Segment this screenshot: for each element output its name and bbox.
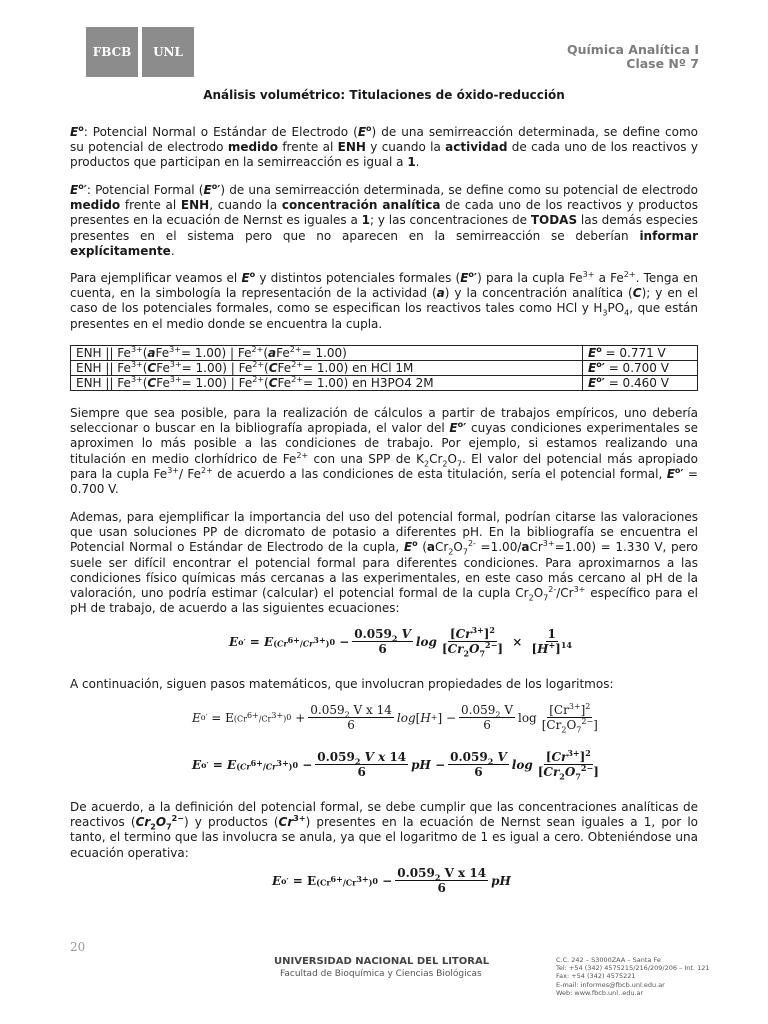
equation-operative: E o′ = E $(Cr^{6+}/Cr^{3+})$ 0 − $\frac{0.059_2 V x 14}{6}$ pH [272, 866, 511, 895]
logo [86, 27, 194, 77]
potentials-table [70, 345, 698, 391]
table-row [71, 376, 698, 391]
contact-fax: Fax: +54 (342) 4575221 [556, 972, 636, 981]
page-number: 20 [70, 940, 86, 954]
course-name: Química Analítica I [566, 42, 699, 57]
contact-email[interactable]: E-mail: informes@fbcb.unl.edu.ar [556, 980, 665, 989]
table-cell-cell: ENH || $Fe^{3+}(aFe^{3+}= 1.00)$ | $Fe^{2+}(aFe^{2+}= 1.00)$ [71, 346, 583, 361]
faculty-name: Facultad de Bioquímica y Ciencias Biológicas [280, 969, 482, 979]
table-row [71, 346, 698, 361]
contact-phone: Tel: +54 (342) 4575215/216/209/206 – Int. 121 [556, 964, 710, 973]
page-title: Análisis volumétrico: Titulaciones de óxido-reducción [203, 88, 565, 102]
equation-expansion: E o′ = E $(Cr^{6+}/Cr^{3+})$ 0 + $\frac{0.059_2 V x 14}{6}$ log [ H + ] − $\frac{0.059_2 V}{6}$ log $\frac{[Cr^{3+}]^2}{[Cr_2O_7^{2-}]}$ [192, 702, 598, 735]
paragraph-operative: De acuerdo, a la definición del potencial formal, se debe cumplir que las concentraciones analíticas de reactivos $(Cr_2O_7^{2-})$ y productos $(Cr^{3+})$ presentes en la ecuación de Nernst sean iguales a 1, por lo tanto, el termino que las involucra se anula, ya que el logaritmo de 1 es igual a cero. Obteniéndose una ecuación operativa: [70, 800, 699, 860]
table-cell-potential: $E^o' = 0.460$ V [583, 376, 698, 391]
class-number: Clase Nº 7 [626, 56, 699, 71]
logo-unl: UNL [142, 27, 194, 77]
course-header [567, 43, 699, 71]
paragraph-formal-potential: $E^o'$: Potencial Formal $(E^o')$ de una semirreacción determinada, se define como su potencial de electrodo medido frente al ENH, cuando la concentración analítica de cada uno de los reactivos y productos presentes en la ecuación de Nernst es iguales a 1; y las concentraciones de TODAS las demás especies presentes en el sistema pero que no aparecen en la semirreacción se deberían informar explícitamente. [70, 182, 699, 258]
table-cell-potential: $E^o = 0.771$ V [583, 346, 698, 361]
contact-address: C.C. 242 – S3000ZAA – Santa Fe [556, 956, 661, 964]
contact-web[interactable]: Web: www.fbcb.unl..edu.ar [556, 988, 644, 997]
paragraph-example-intro: Para ejemplificar veamos el $E^o$ y distintos potenciales formales $(E^o')$ para la cupla $Fe^{3+}$ a $Fe^{2+}$. Tenga en cuenta, en la simbología la representación de la actividad (a) y la concentración analítica (C); y en el caso de los potenciales formales, como se especifican los reactivos tales como HCl y $H_3PO_4$, que están presentes en el medio donde se encuentra la cupla. [70, 270, 699, 331]
university-name: UNIVERSIDAD NACIONAL DEL LITORAL [274, 956, 490, 967]
equation-nernst: E o′ = E $(Cr^{6+}/Cr^{3+})$ 0 − $\frac{0.059_2 V}{6}$ log $\frac{[Cr^{3+}]^2}{[Cr_2O_7^{2-}]}$ × $\frac{1}{[H^+]^{14}}$ [229, 625, 572, 659]
table-cell-cell: ENH || $Fe^{3+}(CFe^{3+}= 1.00)$ | $Fe^{2+}(CFe^{2+}= 1.00)$ en H3PO4 2M [71, 376, 583, 391]
table-row [71, 361, 698, 376]
logo-fbcb: FBCB [86, 27, 138, 77]
paragraph-log-steps: A continuación, siguen pasos matemáticos, que involucran propiedades de los logaritmos: [70, 677, 614, 691]
equation-ph-form: E o′ = E $(Cr^{6+}/Cr^{3+})$ 0 − $\frac{0.059_2 V x 14}{6}$ pH − $\frac{0.059_2 V}{6}$ log $\frac{[Cr^{3+}]^2}{[Cr_2O_7^{2-}]}$ [192, 748, 599, 782]
paragraph-selection: Siempre que sea posible, para la realización de cálculos a partir de trabajos empíricos, uno debería seleccionar o buscar en la bibliografía apropiada, el valor del $E^o'$ cuyas condiciones experimentales se aproximen lo más posible a las condiciones de trabajo. Por ejemplo, si estamos realizando una titulación en medio clorhídrico de $Fe^{2+}$ con una SPP de $K_2Cr_2O_7$. El valor del potencial más apropiado para la cupla $Fe^{3+}/$ $Fe^{2+}$ de acuerdo a las condiciones de esta titulación, sería el potencial formal, $E^o' = 0.700$ V. [70, 406, 699, 497]
paragraph-standard-potential: $E^o$: Potencial Normal o Estándar de Electrodo $(E^o)$ de una semirreacción determinada, se define como su potencial de electrodo medido frente al ENH y cuando la actividad de cada uno de los reactivos y productos que participan en la semirreacción es igual a 1. [70, 124, 698, 170]
table-cell-cell: ENH || $Fe^{3+}(CFe^{3+}= 1.00)$ | $Fe^{2+}(CFe^{2+}= 1.00)$ en HCl 1M [71, 361, 583, 376]
contact-info [556, 956, 710, 997]
paragraph-dichromate: Ademas, para ejemplificar la importancia del uso del potencial formal, podrían citarse las valoraciones que usan soluciones PP de dicromato de potasio a diferentes pH. En la bibliografía se encuentra el Potencial Normal o Estándar de Electrodo de la cupla, $E^o$ $(aCr_2O_7^{2-} =1.00/aCr^{3+}=1.00) = 1.330$ V, pero suele ser difícil encontrar el potencial formal para diferentes condiciones. Para aproximarnos a las condiciones físico químicas más cercanas a las experimentales, en este caso más cercano al pH de la valoración, uno podría estimar (calcular) el potencial formal de la cupla $Cr_2O_7^{2-}/Cr^{3+}$ específico para el pH de trabajo, de acuerdo a las siguientes ecuaciones: [70, 510, 699, 616]
table-cell-potential: $E^o' = 0.700$ V [583, 361, 698, 376]
